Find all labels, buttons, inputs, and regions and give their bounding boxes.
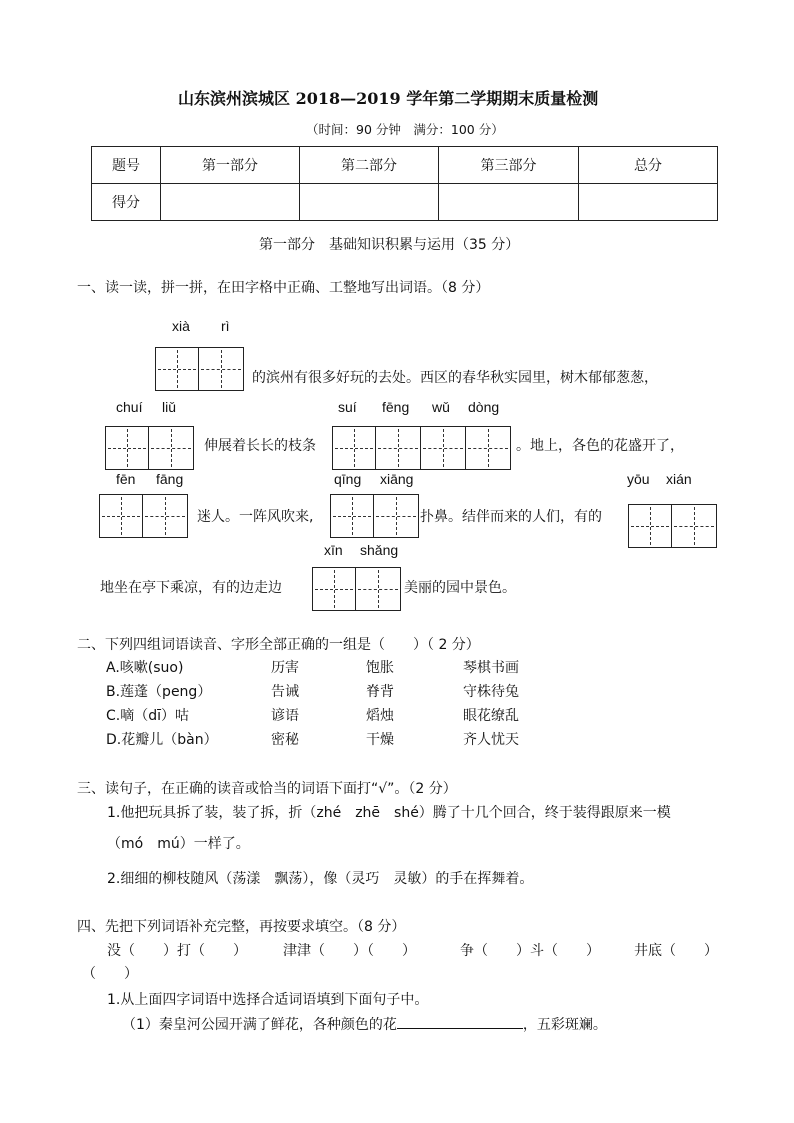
passage-text: 迷人。一阵风吹来, [197, 509, 314, 525]
q4-sub-1-1 [122, 1014, 607, 1034]
option-cell: 告诫 [271, 684, 299, 700]
score-header-cell: 题号 [92, 147, 161, 184]
passage-text: 。地上，各色的花盛开了， [516, 438, 684, 454]
page-title: 山东滨州滨城区 2018—2019 学年第二学期期末质量检测 [178, 89, 599, 108]
passage-text: 的滨州有很多好玩的去处。西区的春华秋实园里，树木郁郁葱葱， [252, 370, 658, 386]
pinyin-label: xià [172, 318, 190, 334]
option-cell: 齐人忧天 [463, 732, 519, 748]
pinyin-label: xián [666, 471, 692, 487]
pinyin-label: liǔ [162, 399, 177, 415]
writing-grid-xinshang[interactable] [312, 567, 401, 611]
grid-cell[interactable] [199, 347, 244, 391]
answer-blank[interactable] [397, 1014, 523, 1029]
grid-cell[interactable] [99, 494, 143, 538]
grid-cell[interactable] [376, 426, 421, 470]
q2-title: 二、下列四组词语读音、字形全部正确的一组是（ ）（ 2 分） [77, 637, 480, 653]
writing-grid-xiari[interactable] [155, 347, 244, 391]
grid-cell[interactable] [149, 426, 194, 470]
pinyin-label: wǔ [432, 399, 450, 415]
idiom-fill[interactable]: 井底（ ） [634, 943, 718, 959]
idiom-fill[interactable]: 没（ ）打（ ） [107, 943, 247, 959]
passage-text: 扑鼻。结伴而来的人们，有的 [420, 509, 602, 525]
grid-cell[interactable] [143, 494, 188, 538]
score-label-cell: 得分 [92, 184, 161, 221]
grid-cell[interactable] [672, 504, 717, 548]
score-table-header-row [92, 147, 718, 184]
pinyin-label: suí [338, 399, 357, 415]
grid-cell[interactable] [356, 567, 401, 611]
option-cell: C.嘀（dī）咕 [106, 708, 190, 724]
q3-sentence-2: 2.细细的柳枝随风（荡漾 飘荡），像（灵巧 灵敏）的手在挥舞着。 [107, 871, 534, 887]
score-header-cell: 总分 [579, 147, 718, 184]
pinyin-label: fēng [382, 399, 410, 415]
q3-sentence-1: 1.他把玩具拆了装，装了拆，折（zhé zhē shé）腾了十几个回合，终于装得跟原来一模 [107, 805, 671, 821]
passage-text: 伸展着长长的枝条 [204, 438, 316, 454]
option-cell: B.莲蓬（peng） [106, 684, 212, 700]
pinyin-label: rì [221, 318, 230, 334]
score-input-cell[interactable] [439, 184, 579, 221]
pinyin-label: fāng [156, 471, 184, 487]
writing-grid-qingxiang[interactable] [330, 494, 419, 538]
option-cell: 干燥 [366, 732, 394, 748]
passage-text: 地坐在亭下乘凉，有的边走边 [100, 580, 282, 596]
writing-grid-suifengwudong[interactable] [332, 426, 511, 470]
part1-heading: 第一部分 基础知识积累与运用（35 分） [259, 237, 520, 253]
score-input-cell[interactable] [579, 184, 718, 221]
grid-cell[interactable] [628, 504, 672, 548]
sentence-text: ，五彩斑斓。 [522, 1017, 607, 1033]
grid-cell[interactable] [421, 426, 466, 470]
option-cell: 历害 [271, 660, 299, 676]
option-cell: 琴棋书画 [463, 660, 519, 676]
option-cell: 眼花缭乱 [463, 708, 519, 724]
pinyin-label: xiāng [380, 471, 414, 487]
pinyin-label: qīng [334, 471, 362, 487]
q1-title: 一、读一读，拼一拼，在田字格中正确、工整地写出词语。（8 分） [77, 280, 490, 296]
idiom-fill[interactable]: （ ） [82, 966, 138, 982]
q3-sentence-1-cont: （mó mú）一样了。 [107, 836, 250, 852]
option-cell: 守株待兔 [463, 684, 519, 700]
sentence-text: （1）秦皇河公园开满了鲜花，各种颜色的花 [122, 1017, 397, 1033]
exam-meta: （时间：90 分钟 满分：100 分） [306, 122, 504, 137]
grid-cell[interactable] [105, 426, 149, 470]
score-header-cell: 第一部分 [161, 147, 300, 184]
score-input-cell[interactable] [161, 184, 300, 221]
pinyin-label: yōu [627, 471, 650, 487]
pinyin-label: fēn [116, 471, 136, 487]
pinyin-label: xīn [324, 542, 343, 558]
option-cell: D.花瓣儿（bàn） [106, 732, 218, 748]
grid-cell[interactable] [332, 426, 376, 470]
passage-text: 美丽的园中景色。 [404, 580, 516, 596]
writing-grid-fenfang[interactable] [99, 494, 188, 538]
option-cell: 熖烛 [366, 708, 394, 724]
score-input-cell[interactable] [300, 184, 439, 221]
option-cell: 脊背 [366, 684, 394, 700]
score-header-cell: 第二部分 [300, 147, 439, 184]
idiom-fill[interactable]: 争（ ）斗（ ） [460, 943, 600, 959]
writing-grid-chuiliu[interactable] [105, 426, 194, 470]
pinyin-label: dòng [468, 399, 500, 415]
pinyin-label: chuí [116, 399, 143, 415]
grid-cell[interactable] [155, 347, 199, 391]
option-cell: A.咳嗽(suo) [106, 660, 184, 676]
grid-cell[interactable] [374, 494, 419, 538]
score-table [91, 146, 718, 221]
q4-title: 四、先把下列词语补充完整，再按要求填空。（8 分） [77, 919, 406, 935]
q3-title: 三、读句子，在正确的读音或恰当的词语下面打“√”。（2 分） [77, 781, 457, 797]
score-header-cell: 第三部分 [439, 147, 579, 184]
score-table-score-row [92, 184, 718, 221]
option-cell: 密秘 [271, 732, 299, 748]
idiom-fill[interactable]: 津津（ ）（ ） [283, 943, 416, 959]
option-cell: 谚语 [271, 708, 299, 724]
grid-cell[interactable] [466, 426, 511, 470]
writing-grid-youxian[interactable] [628, 504, 717, 548]
grid-cell[interactable] [330, 494, 374, 538]
q4-sub-1: 1.从上面四字词语中选择合适词语填到下面句子中。 [107, 992, 429, 1008]
pinyin-label: shǎng [360, 542, 399, 558]
option-cell: 饱胀 [366, 660, 394, 676]
grid-cell[interactable] [312, 567, 356, 611]
